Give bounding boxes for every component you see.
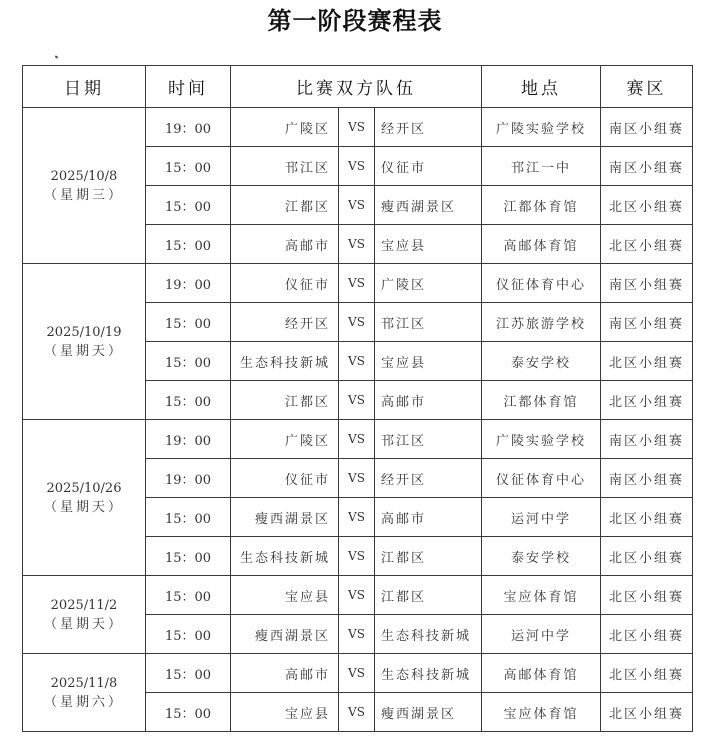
match-time: 19：00 [146, 459, 231, 498]
venue: 江都体育馆 [482, 381, 601, 420]
match-time: 15：00 [146, 342, 231, 381]
home-team: 高邮市 [231, 225, 339, 264]
match-weekday: （星期天） [43, 343, 124, 359]
venue: 江苏旅游学校 [482, 303, 601, 342]
header-time: 时间 [146, 66, 231, 108]
match-date: 2025/11/2 [50, 597, 118, 613]
zone: 南区小组赛 [601, 303, 693, 342]
vs-label: VS [339, 147, 375, 186]
zone: 南区小组赛 [601, 264, 693, 303]
venue: 高邮体育馆 [482, 225, 601, 264]
match-time: 19：00 [146, 108, 231, 147]
vs-label: VS [339, 264, 375, 303]
page-title: 第一阶段赛程表 [267, 7, 443, 35]
home-team: 仪征市 [231, 459, 339, 498]
zone: 北区小组赛 [601, 342, 693, 381]
venue: 运河中学 [482, 498, 601, 537]
home-team: 宝应县 [231, 576, 339, 615]
home-team: 宝应县 [231, 693, 339, 732]
vs-label: VS [339, 303, 375, 342]
zone: 北区小组赛 [601, 576, 693, 615]
vs-label: VS [339, 498, 375, 537]
vs-label: VS [339, 693, 375, 732]
venue: 泰安学校 [482, 342, 601, 381]
match-time: 15：00 [146, 693, 231, 732]
match-time: 19：00 [146, 264, 231, 303]
away-team: 广陵区 [375, 264, 482, 303]
zone: 南区小组赛 [601, 459, 693, 498]
vs-label: VS [339, 108, 375, 147]
vs-label: VS [339, 186, 375, 225]
venue: 运河中学 [482, 615, 601, 654]
match-time: 15：00 [146, 576, 231, 615]
away-team: 江都区 [375, 576, 482, 615]
table-row [23, 264, 693, 303]
vs-label: VS [339, 537, 375, 576]
home-team: 瘦西湖景区 [231, 498, 339, 537]
home-team: 生态科技新城 [231, 537, 339, 576]
away-team: 高邮市 [375, 498, 482, 537]
zone: 北区小组赛 [601, 693, 693, 732]
away-team: 江都区 [375, 537, 482, 576]
match-weekday: （星期六） [43, 694, 124, 710]
header-venue: 地点 [482, 66, 601, 108]
match-time: 15：00 [146, 225, 231, 264]
vs-label: VS [339, 225, 375, 264]
venue: 仪征体育中心 [482, 264, 601, 303]
vs-label: VS [339, 420, 375, 459]
away-team: 邗江区 [375, 303, 482, 342]
zone: 北区小组赛 [601, 498, 693, 537]
away-team: 瘦西湖景区 [375, 186, 482, 225]
schedule-table [22, 65, 693, 732]
zone: 南区小组赛 [601, 147, 693, 186]
away-team: 生态科技新城 [375, 615, 482, 654]
home-team: 高邮市 [231, 654, 339, 693]
venue: 广陵实验学校 [482, 420, 601, 459]
venue: 仪征体育中心 [482, 459, 601, 498]
vs-label: VS [339, 576, 375, 615]
header-row [23, 66, 693, 108]
match-weekday: （星期天） [43, 499, 124, 515]
zone: 北区小组赛 [601, 225, 693, 264]
match-time: 15：00 [146, 498, 231, 537]
date-cell [23, 420, 146, 576]
home-team: 瘦西湖景区 [231, 615, 339, 654]
match-date: 2025/10/19 [46, 324, 122, 340]
away-team: 宝应县 [375, 342, 482, 381]
vs-label: VS [339, 459, 375, 498]
table-row [23, 420, 693, 459]
match-weekday: （星期三） [43, 187, 124, 203]
home-team: 广陵区 [231, 108, 339, 147]
venue: 宝应体育馆 [482, 576, 601, 615]
header-date: 日期 [23, 66, 146, 108]
table-row [23, 654, 693, 693]
venue: 泰安学校 [482, 537, 601, 576]
home-team: 广陵区 [231, 420, 339, 459]
zone: 北区小组赛 [601, 186, 693, 225]
home-team: 邗江区 [231, 147, 339, 186]
zone: 北区小组赛 [601, 537, 693, 576]
match-date: 2025/11/8 [50, 675, 118, 691]
away-team: 高邮市 [375, 381, 482, 420]
match-date: 2025/10/26 [46, 480, 122, 496]
away-team: 宝应县 [375, 225, 482, 264]
date-cell [23, 264, 146, 420]
stray-mark [55, 55, 59, 58]
match-time: 15：00 [146, 147, 231, 186]
match-time: 15：00 [146, 186, 231, 225]
vs-label: VS [339, 615, 375, 654]
home-team: 江都区 [231, 381, 339, 420]
venue: 邗江一中 [482, 147, 601, 186]
vs-label: VS [339, 381, 375, 420]
date-cell [23, 576, 146, 654]
away-team: 经开区 [375, 108, 482, 147]
zone: 北区小组赛 [601, 654, 693, 693]
date-cell [23, 108, 146, 264]
match-time: 19：00 [146, 420, 231, 459]
match-time: 15：00 [146, 615, 231, 654]
zone: 南区小组赛 [601, 108, 693, 147]
match-weekday: （星期天） [43, 616, 124, 632]
venue: 广陵实验学校 [482, 108, 601, 147]
vs-label: VS [339, 654, 375, 693]
home-team: 经开区 [231, 303, 339, 342]
match-time: 15：00 [146, 381, 231, 420]
header-zone: 赛区 [601, 66, 693, 108]
away-team: 生态科技新城 [375, 654, 482, 693]
venue: 高邮体育馆 [482, 654, 601, 693]
match-time: 15：00 [146, 654, 231, 693]
home-team: 江都区 [231, 186, 339, 225]
away-team: 瘦西湖景区 [375, 693, 482, 732]
zone: 北区小组赛 [601, 381, 693, 420]
away-team: 仪征市 [375, 147, 482, 186]
match-time: 15：00 [146, 537, 231, 576]
away-team: 经开区 [375, 459, 482, 498]
table-row [23, 576, 693, 615]
zone: 南区小组赛 [601, 420, 693, 459]
zone: 北区小组赛 [601, 615, 693, 654]
table-row [23, 108, 693, 147]
date-cell [23, 654, 146, 732]
away-team: 邗江区 [375, 420, 482, 459]
header-teams: 比赛双方队伍 [231, 66, 482, 108]
vs-label: VS [339, 342, 375, 381]
venue: 宝应体育馆 [482, 693, 601, 732]
home-team: 生态科技新城 [231, 342, 339, 381]
venue: 江都体育馆 [482, 186, 601, 225]
home-team: 仪征市 [231, 264, 339, 303]
match-date: 2025/10/8 [50, 168, 118, 184]
match-time: 15：00 [146, 303, 231, 342]
